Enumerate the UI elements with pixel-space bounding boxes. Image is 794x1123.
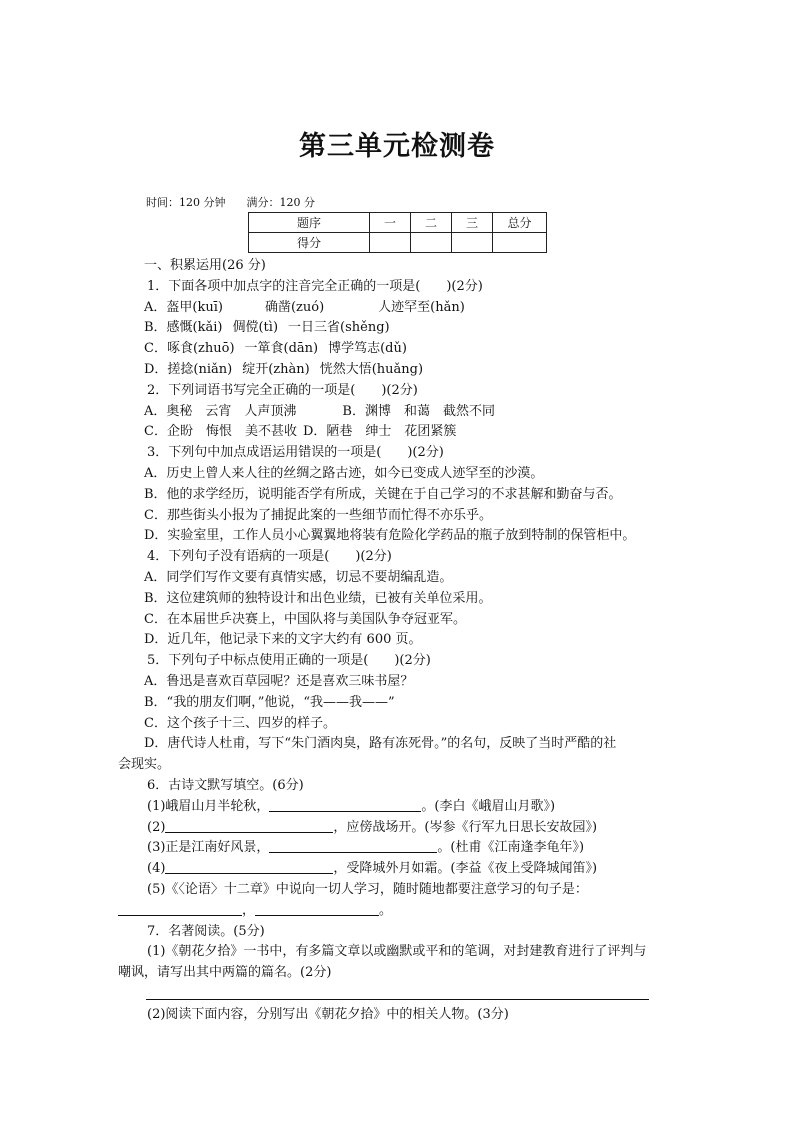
score-table-header-cell: 总分 <box>493 213 547 233</box>
score-row-label: 得分 <box>249 233 370 253</box>
fill-separator: ， <box>242 902 256 918</box>
spacer <box>118 984 678 1005</box>
fill-line <box>118 901 678 922</box>
score-table-header-cell: 二 <box>411 213 452 233</box>
option-c: C．那些街头小报为了捕捉此案的一些细节而忙得不亦乐乎。 <box>144 507 492 523</box>
question-stem: 1．下面各项中加点字的注音完全正确的一项是( )(2分) <box>147 278 483 294</box>
score-table <box>248 212 547 253</box>
time-info: 时间：120 分钟 <box>146 196 226 209</box>
question-stem: 3．下列句中加点成语运用错误的一项是( )(2分) <box>147 445 444 461</box>
answer-blank[interactable] <box>165 859 333 874</box>
option-b: B．“我的朋友们啊，”他说，“我——我——” <box>144 694 395 710</box>
full-score-info: 满分：120 分 <box>246 196 315 209</box>
score-table-header-cell: 三 <box>452 213 493 233</box>
fill-suffix: ，应傍战场开。(岑参《行军九日思长安故园》) <box>333 819 598 835</box>
answer-blank[interactable] <box>118 901 242 916</box>
fill-line: (5)《〈论语〉十二章》中说向一切人学习，随时随地都要注意学习的句子是： <box>147 881 588 897</box>
option-d: D．唐代诗人杜甫，写下“朱门酒肉臭，路有冻死骨。”的名句，反映了当时严酷的社 <box>144 736 617 752</box>
option-word: 博学笃志(dǔ) <box>328 341 407 357</box>
question-paragraph: (1)《朝花夕拾》一书中，有多篇文章以或幽默或平和的笔调，对封建教育进行了评判与 <box>147 944 647 960</box>
fill-prefix: (4) <box>147 861 166 877</box>
question-stem: 4．下列句子没有语病的一项是( )(2分) <box>147 549 392 565</box>
fill-line <box>118 838 678 859</box>
question-paragraph: (2)阅读下面内容，分别写出《朝花夕拾》中的相关人物。(3分) <box>147 1006 509 1022</box>
option-a: A．历史上曾人来人往的丝绸之路古迹，如今已变成人迹罕至的沙漠。 <box>144 465 544 481</box>
question-stem: 2．下列词语书写完全正确的一项是( )(2分) <box>147 382 418 398</box>
score-table-header-cell: 题序 <box>249 213 370 233</box>
option-word: 人迹罕至(hǎn) <box>378 299 465 315</box>
option-row <box>118 402 678 423</box>
option-d: D．近几年，他记录下来的文字大约有 600 页。 <box>144 632 422 648</box>
answer-line[interactable] <box>146 999 649 1000</box>
question-stem: 5．下列句子中标点使用正确的一项是( )(2分) <box>147 653 431 669</box>
fill-suffix: 。(杜甫《江南逢李龟年》) <box>437 840 585 856</box>
exam-content <box>118 256 678 1025</box>
option-word: B．感慨(kǎi) <box>144 320 223 336</box>
score-table-score-row <box>249 233 547 253</box>
fill-prefix: (1)峨眉山月半轮秋， <box>147 798 270 814</box>
answer-blank[interactable] <box>255 901 379 916</box>
score-table-header-cell: 一 <box>370 213 411 233</box>
answer-blank[interactable] <box>269 838 437 853</box>
option-a <box>118 298 678 319</box>
option-word: 恍然大悟(huǎng) <box>319 361 424 377</box>
option-word: A．盔甲(kuī) <box>144 299 223 315</box>
option-word: 绽开(zhàn) <box>242 361 310 377</box>
option-b <box>118 318 678 339</box>
option-c: C．这个孩子十三、四岁的样子。 <box>144 715 336 731</box>
score-input-cell[interactable] <box>493 233 547 253</box>
fill-line <box>118 859 678 880</box>
question-paragraph-continued: 嘲讽，请写出其中两篇的篇名。(2分) <box>118 965 332 981</box>
score-input-cell[interactable] <box>452 233 493 253</box>
option-c: C．企盼 悔恨 美不甚收 <box>144 424 297 440</box>
option-a: A．奥秘 云宵 人声顶沸 <box>144 403 297 419</box>
fill-suffix: ，受降城外月如霜。(李益《夜上受降城闻笛》) <box>333 861 598 877</box>
option-a: A．鲁迅是喜欢百草园呢？还是喜欢三味书屋？ <box>144 673 414 689</box>
option-word: D．搓捻(niǎn) <box>144 361 233 377</box>
answer-blank[interactable] <box>269 797 421 812</box>
option-word: 倜傥(tì) <box>232 320 279 336</box>
question-stem: 7．名著阅读。(5分) <box>147 923 265 939</box>
option-d <box>118 360 678 381</box>
fill-suffix: 。(李白《峨眉山月歌》) <box>421 798 556 814</box>
option-d: D．陋巷 绅士 花团紧簇 <box>302 424 457 440</box>
option-d: D．实验室里，工作人员小心翼翼地将装有危险化学药品的瓶子放到特制的保管柜中。 <box>144 528 636 544</box>
fill-prefix: (2) <box>147 819 166 835</box>
option-word: 确凿(zuó) <box>264 299 325 315</box>
exam-meta <box>146 194 315 210</box>
question-stem: 6．古诗文默写填空。(6分) <box>147 777 304 793</box>
answer-blank[interactable] <box>165 818 333 833</box>
option-b: B．他的求学经历，说明能否学有所成，关键在于自己学习的不求甚解和勤奋与否。 <box>144 486 622 502</box>
option-d-continued: 会现实。 <box>118 757 171 773</box>
fill-prefix: (3)正是江南好风景， <box>147 840 270 856</box>
score-table-header-row <box>249 213 547 233</box>
option-b: B．渊博 和蔼 截然不同 <box>342 403 495 419</box>
option-a: A．同学们写作文要有真情实感，切忌不要胡编乱造。 <box>144 569 453 585</box>
page-title: 第三单元检测卷 <box>299 131 495 162</box>
option-c: C．在本届世乒决赛上，中国队将与美国队争夺冠亚军。 <box>144 611 466 627</box>
section-heading: 一、积累运用(26 分) <box>144 258 266 273</box>
option-word: 一箪食(dān) <box>244 341 319 357</box>
option-word: 一日三省(shěng) <box>288 320 390 336</box>
fill-suffix: 。 <box>379 902 393 918</box>
option-c <box>118 339 678 360</box>
fill-line <box>118 797 678 818</box>
score-input-cell[interactable] <box>411 233 452 253</box>
fill-line <box>118 818 678 839</box>
option-row <box>118 422 678 443</box>
option-b: B．这位建筑师的独特设计和出色业绩，已被有关单位采用。 <box>144 590 492 606</box>
score-input-cell[interactable] <box>370 233 411 253</box>
option-word: C．啄食(zhuō) <box>144 341 235 357</box>
